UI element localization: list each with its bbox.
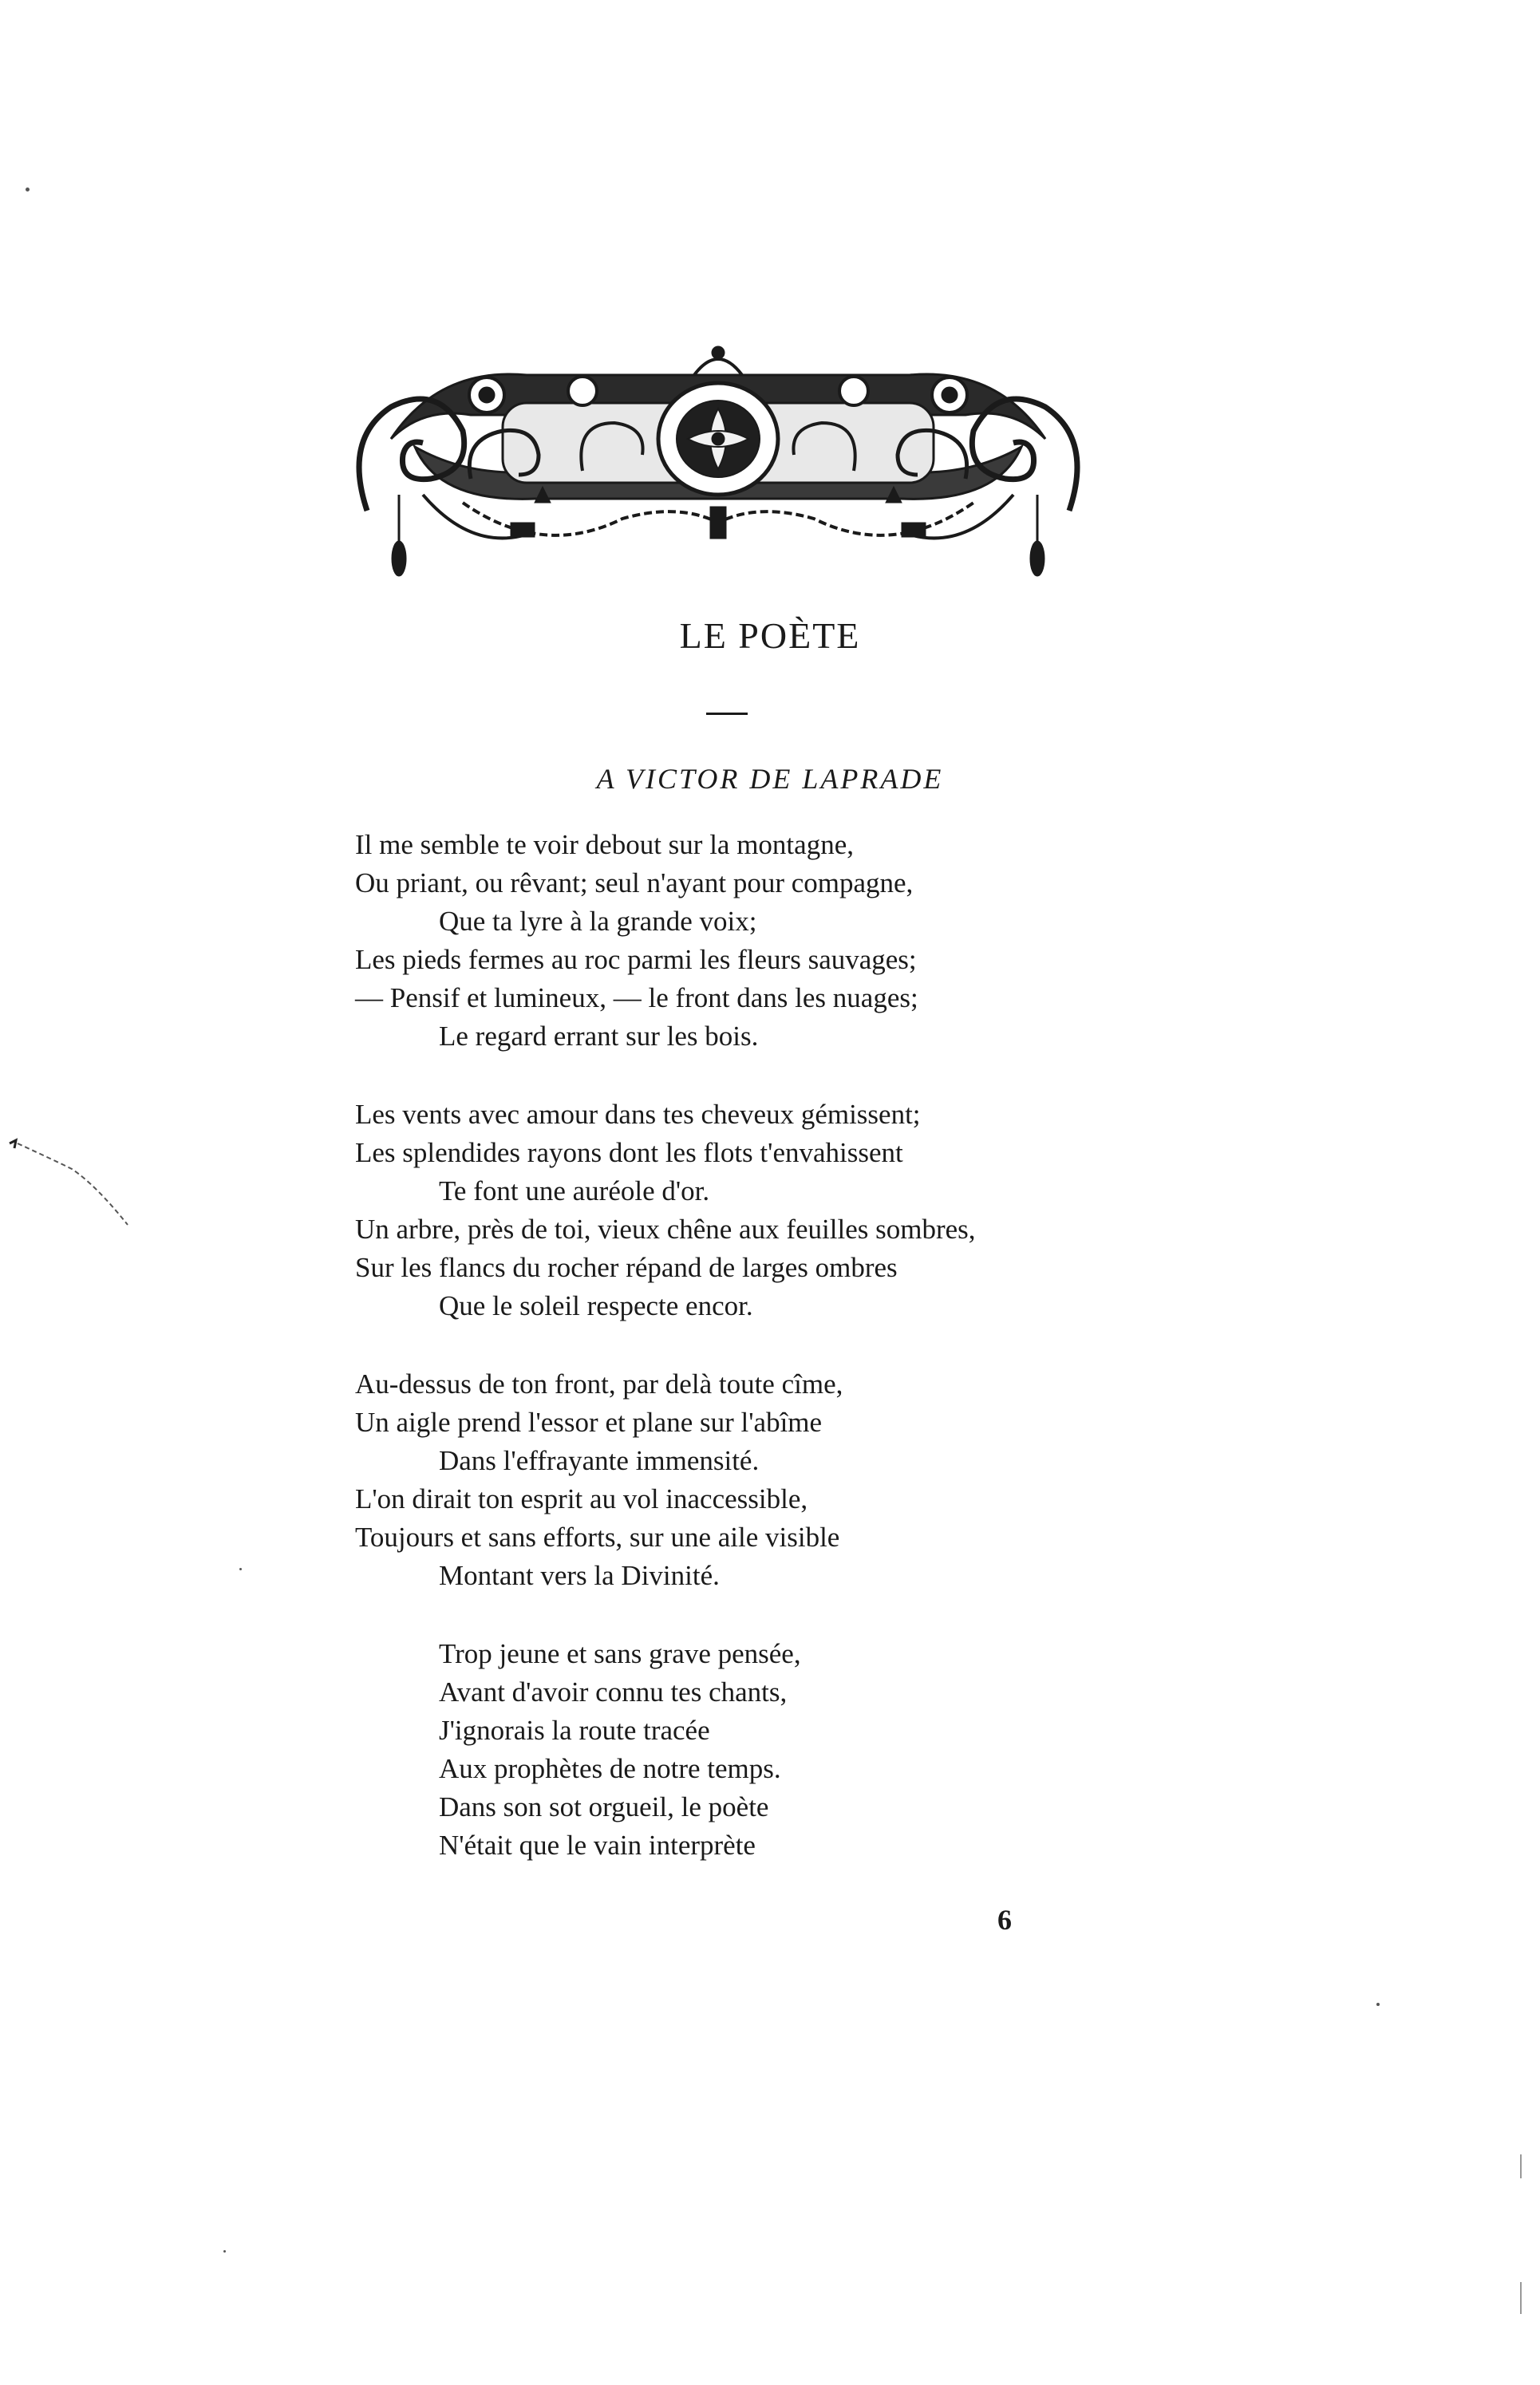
- verse-line: Ou priant, ou rêvant; seul n'ayant pour compagne,: [355, 867, 914, 898]
- poem-title: LE POÈTE: [679, 615, 861, 656]
- verse-line: Les splendides rayons dont les flots t'envahissent: [355, 1137, 903, 1168]
- paper-speck: [239, 1568, 242, 1570]
- verse-line: Le regard errant sur les bois.: [439, 1021, 759, 1052]
- verse-line: Les vents avec amour dans tes cheveux gémissent;: [355, 1099, 921, 1130]
- poem-body: [355, 826, 1153, 1905]
- verse-line: Aux prophètes de notre temps.: [439, 1753, 781, 1784]
- verse-line: — Pensif et lumineux, — le front dans les nuages;: [355, 982, 918, 1013]
- verse-line: Un aigle prend l'essor et plane sur l'abîme: [355, 1407, 823, 1438]
- paper-speck: [1520, 2154, 1522, 2178]
- verse-line: Dans l'effrayante immensité.: [439, 1445, 760, 1476]
- verse-line: Que ta lyre à la grande voix;: [439, 906, 757, 937]
- margin-mark-icon: [8, 1137, 152, 1249]
- verse-line: Montant vers la Divinité.: [439, 1560, 720, 1591]
- verse-line: Un arbre, près de toi, vieux chêne aux feuilles sombres,: [355, 1214, 976, 1245]
- verse-line: Te font une auréole d'or.: [439, 1175, 710, 1206]
- paper-speck: [1376, 2003, 1380, 2006]
- verse-line: L'on dirait ton esprit au vol inaccessible,: [355, 1483, 808, 1514]
- stanza: [355, 1096, 1153, 1325]
- title-divider: [706, 713, 748, 715]
- stanza: [355, 826, 1153, 1056]
- verse-line: Toujours et sans efforts, sur une aile visible: [355, 1522, 840, 1553]
- poem-dedication: A VICTOR DE LAPRADE: [596, 763, 944, 795]
- verse-line: Dans son sot orgueil, le poète: [439, 1791, 769, 1822]
- stanza: [355, 1635, 1153, 1865]
- stanza: [355, 1365, 1153, 1595]
- verse-line: Sur les flancs du rocher répand de larges ombres: [355, 1252, 898, 1283]
- verse-line: N'était que le vain interprète: [439, 1830, 756, 1861]
- paper-speck: [26, 188, 30, 192]
- verse-line: J'ignorais la route tracée: [439, 1715, 710, 1746]
- page-number: 6: [997, 1904, 1012, 1936]
- verse-line: Trop jeune et sans grave pensée,: [439, 1638, 801, 1669]
- paper-speck: [1520, 2282, 1522, 2314]
- verse-line: Que le soleil respecte encor.: [439, 1290, 753, 1321]
- verse-line: Les pieds fermes au roc parmi les fleurs sauvages;: [355, 944, 917, 975]
- headpiece-ornament-icon: [343, 319, 1093, 582]
- verse-line: Avant d'avoir connu tes chants,: [439, 1676, 788, 1708]
- verse-line: Il me semble te voir debout sur la montagne,: [355, 829, 854, 860]
- paper-speck: [223, 2250, 226, 2253]
- verse-line: Au-dessus de ton front, par delà toute cîme,: [355, 1368, 843, 1400]
